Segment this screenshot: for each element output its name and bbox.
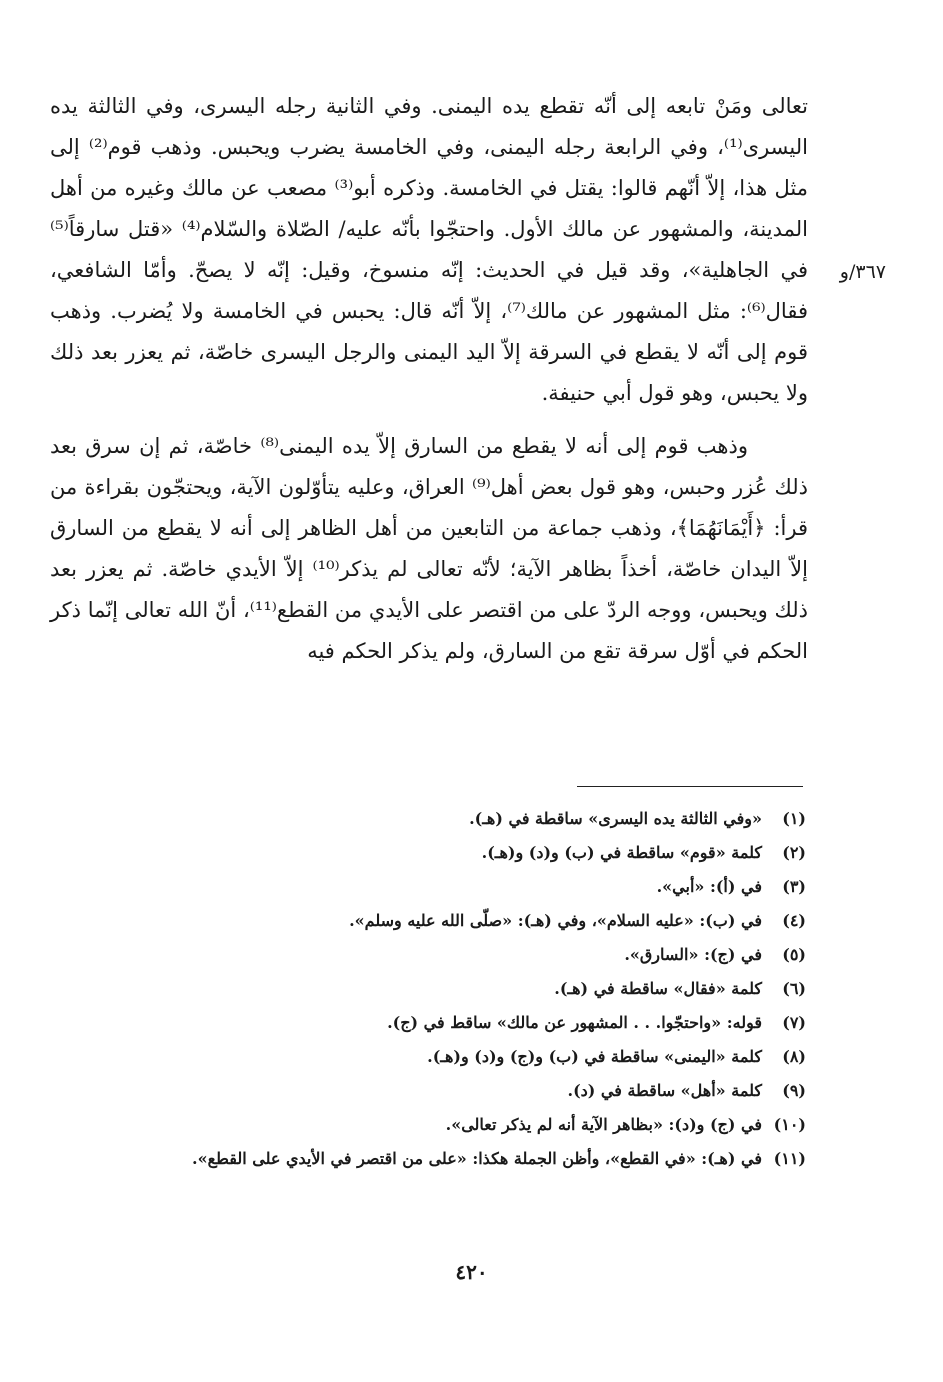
footnote-separator [577, 786, 803, 787]
footnote-item [50, 904, 806, 938]
footnote-number: (٣) [782, 877, 806, 896]
footnote-number: (٥) [782, 945, 806, 964]
main-text-body [50, 86, 808, 672]
footnote-number: (١٠) [773, 1115, 806, 1134]
footnote-number: (١١) [773, 1149, 806, 1168]
footnote-text: في (ج): «السارق». [624, 945, 762, 964]
footnote-item [50, 1108, 806, 1142]
footnote-number: (٤) [782, 911, 806, 930]
footnote-text: في (هـ): «في القطع»، وأظن الجملة هكذا: «على من اقتصر في الأيدي على القطع». [192, 1149, 762, 1168]
footnote-number: (٧) [782, 1013, 806, 1032]
footnote-item [50, 836, 806, 870]
footnote-item [50, 802, 806, 836]
footnote-item [50, 1142, 806, 1176]
paragraph-first: تعالى ومَنْ تابعه إلى أنّه تقطع يده اليمنى. وفي الثانية رجله اليسرى، وفي الثالثة يده اليسرى⁽¹⁾، وفي الرابعة رجله اليمنى، وفي الخامسة يضرب ويحبس. وذهب قوم⁽²⁾ إلى مثل هذا، إلاّ أنّهم قالوا: يقتل في الخامسة. وذكره أبو⁽³⁾ مصعب عن مالك وغيره من أهل المدينة، والمشهور عن مالك الأول. واحتجّوا بأنّه عليه/ الصّلاة والسّلام⁽⁴⁾ «قتل سارقاً⁽⁵⁾ في الجاهلية»، وقد قيل في الحديث: إنّه منسوخ، وقيل: إنّه لا يصحّ. وأمّا الشافعي، فقال⁽⁶⁾: مثل المشهور عن مالك⁽⁷⁾، إلاّ أنّه قال: يحبس في الخامسة ولا يُضرب. وذهب قوم إلى أنّه لا يقطع في السرقة إلاّ اليد اليمنى والرجل اليسرى خاصّة، ثم يعزر بعد ذلك ولا يحبس، وهو قول أبي حنيفة. [50, 94, 808, 405]
footnote-text: كلمة «أهل» ساقطة في (د). [567, 1081, 762, 1100]
footnote-number: (٢) [782, 843, 806, 862]
footnote-number: (٦) [782, 979, 806, 998]
footnote-text: في (أ): «أبي». [656, 877, 762, 896]
footnote-item [50, 1040, 806, 1074]
footnote-item [50, 938, 806, 972]
footnote-item [50, 1074, 806, 1108]
footnote-number: (٨) [782, 1047, 806, 1066]
folio-margin-note: ٣٦٧/و [839, 261, 886, 283]
footnote-text: في (ج) و(د): «بظاهر الآية أنه لم يذكر تعالى». [445, 1115, 762, 1134]
footnote-number: (٩) [782, 1081, 806, 1100]
footnote-text: كلمة «فقال» ساقطة في (هـ). [554, 979, 762, 998]
footnotes-list [50, 802, 806, 1176]
page-number: ٤٢٠ [455, 1260, 488, 1284]
footnote-number: (١) [782, 809, 806, 828]
paragraph-second: وذهب قوم إلى أنه لا يقطع من السارق إلاّ يده اليمنى⁽⁸⁾ خاصّة، ثم إن سرق بعد ذلك عُزر وحبس، وهو قول بعض أهل⁽⁹⁾ العراق، وعليه يتأوّلون الآية، ويحتجّون بقراءة من قرأ: ﴿أَيْمَانَهُمَا﴾، وذهب جماعة من التابعين من أهل الظاهر إلى أنه لا يقطع من السارق إلاّ اليدان خاصّة، أخذاً بظاهر الآية؛ لأنّه تعالى لم يذكر⁽¹⁰⁾ إلاّ الأيدي خاصّة. ثم يعزر بعد ذلك ويحبس، ووجه الردّ على من اقتصر على الأيدي من القطع⁽¹¹⁾، أنّ الله تعالى إنّما ذكر الحكم في أوّل سرقة تقع من السارق، ولم يذكر الحكم فيه [50, 434, 809, 663]
footnote-item [50, 870, 806, 904]
footnote-text: قوله: «واحتجّوا. . . المشهور عن مالك» ساقط في (ج). [387, 1013, 762, 1032]
footnote-item [50, 972, 806, 1006]
footnote-text: كلمة «اليمنى» ساقطة في (ب) و(ج) و(د) و(هـ). [427, 1047, 762, 1066]
footnote-text: «وفي الثالثة يده اليسرى» ساقطة في (هـ). [469, 809, 762, 828]
footnote-item [50, 1006, 806, 1040]
footnote-text: كلمة «قوم» ساقطة في (ب) و(د) و(هـ). [481, 843, 762, 862]
footnote-text: في (ب): «عليه السلام»، وفي (هـ): «صلّى الله عليه وسلم». [349, 911, 762, 930]
